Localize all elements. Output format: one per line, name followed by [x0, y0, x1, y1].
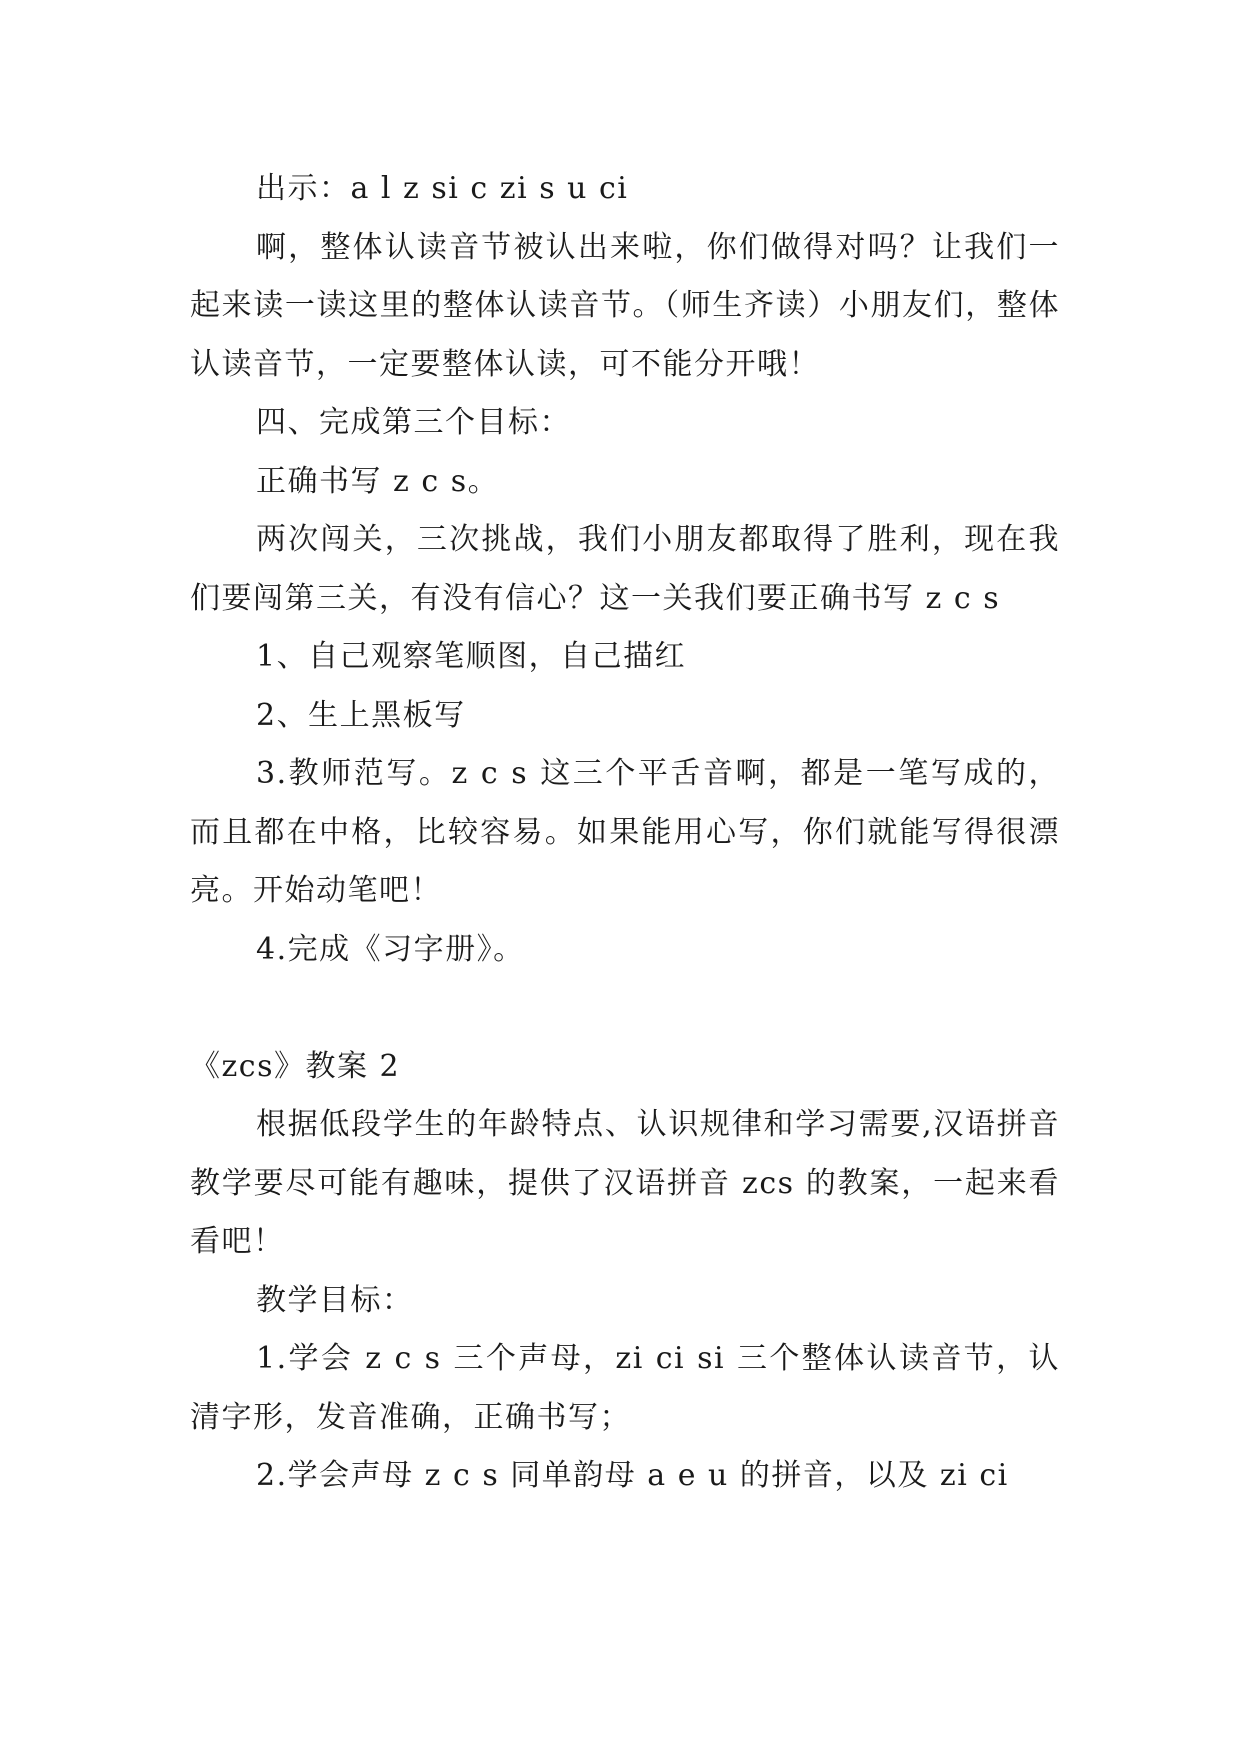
- paragraph-challenge: 两次闯关，三次挑战，我们小朋友都取得了胜利，现在我们要闯第三关，有没有信心？这一关我们要正确书写 z c s: [190, 522, 1060, 616]
- paragraph-step-4: 4.完成《习字册》。: [256, 931, 525, 967]
- paragraph-intro: 根据低段学生的年龄特点、认识规律和学习需要,汉语拼音教学要尽可能有趣味，提供了汉语拼音 zcs 的教案，一起来看看吧！: [190, 1107, 1060, 1259]
- paragraph-objective-2: 2.学会声母 z c s 同单韵母 a e u 的拼音，以及 zi ci: [256, 1458, 1009, 1493]
- section-spacer: [190, 979, 1060, 1038]
- paragraph-objectives-heading: 教学目标：: [256, 1282, 414, 1318]
- paragraph-goal-three: 四、完成第三个目标：: [256, 405, 571, 440]
- paragraph-step-3: 3.教师范写。z c s 这三个平舌音啊，都是一笔写成的，而且都在中格，比较容易。如果能用心写，你们就能写得很漂亮。开始动笔吧！: [190, 756, 1060, 908]
- paragraph-show: 出示：a l z si c zi s u ci: [256, 171, 629, 206]
- document-body: [190, 160, 1060, 1506]
- paragraph-step-1: 1、自己观察笔顺图，自己描红: [256, 639, 687, 674]
- paragraph-read-together: 啊，整体认读音节被认出来啦，你们做得对吗？让我们一起来读一读这里的整体认读音节。（师生齐读）小朋友们，整体认读音节，一定要整体认读，可不能分开哦！: [190, 229, 1060, 382]
- paragraph-write-correctly: 正确书写 z c s。: [256, 463, 500, 499]
- paragraph-objective-1: 1.学会 z c s 三个声母，zi ci si 三个整体认读音节，认清字形，发音准确，正确书写；: [190, 1341, 1060, 1435]
- section-title: 《zcs》教案 2: [190, 1048, 401, 1084]
- paragraph-step-2: 2、生上黑板写: [256, 697, 466, 733]
